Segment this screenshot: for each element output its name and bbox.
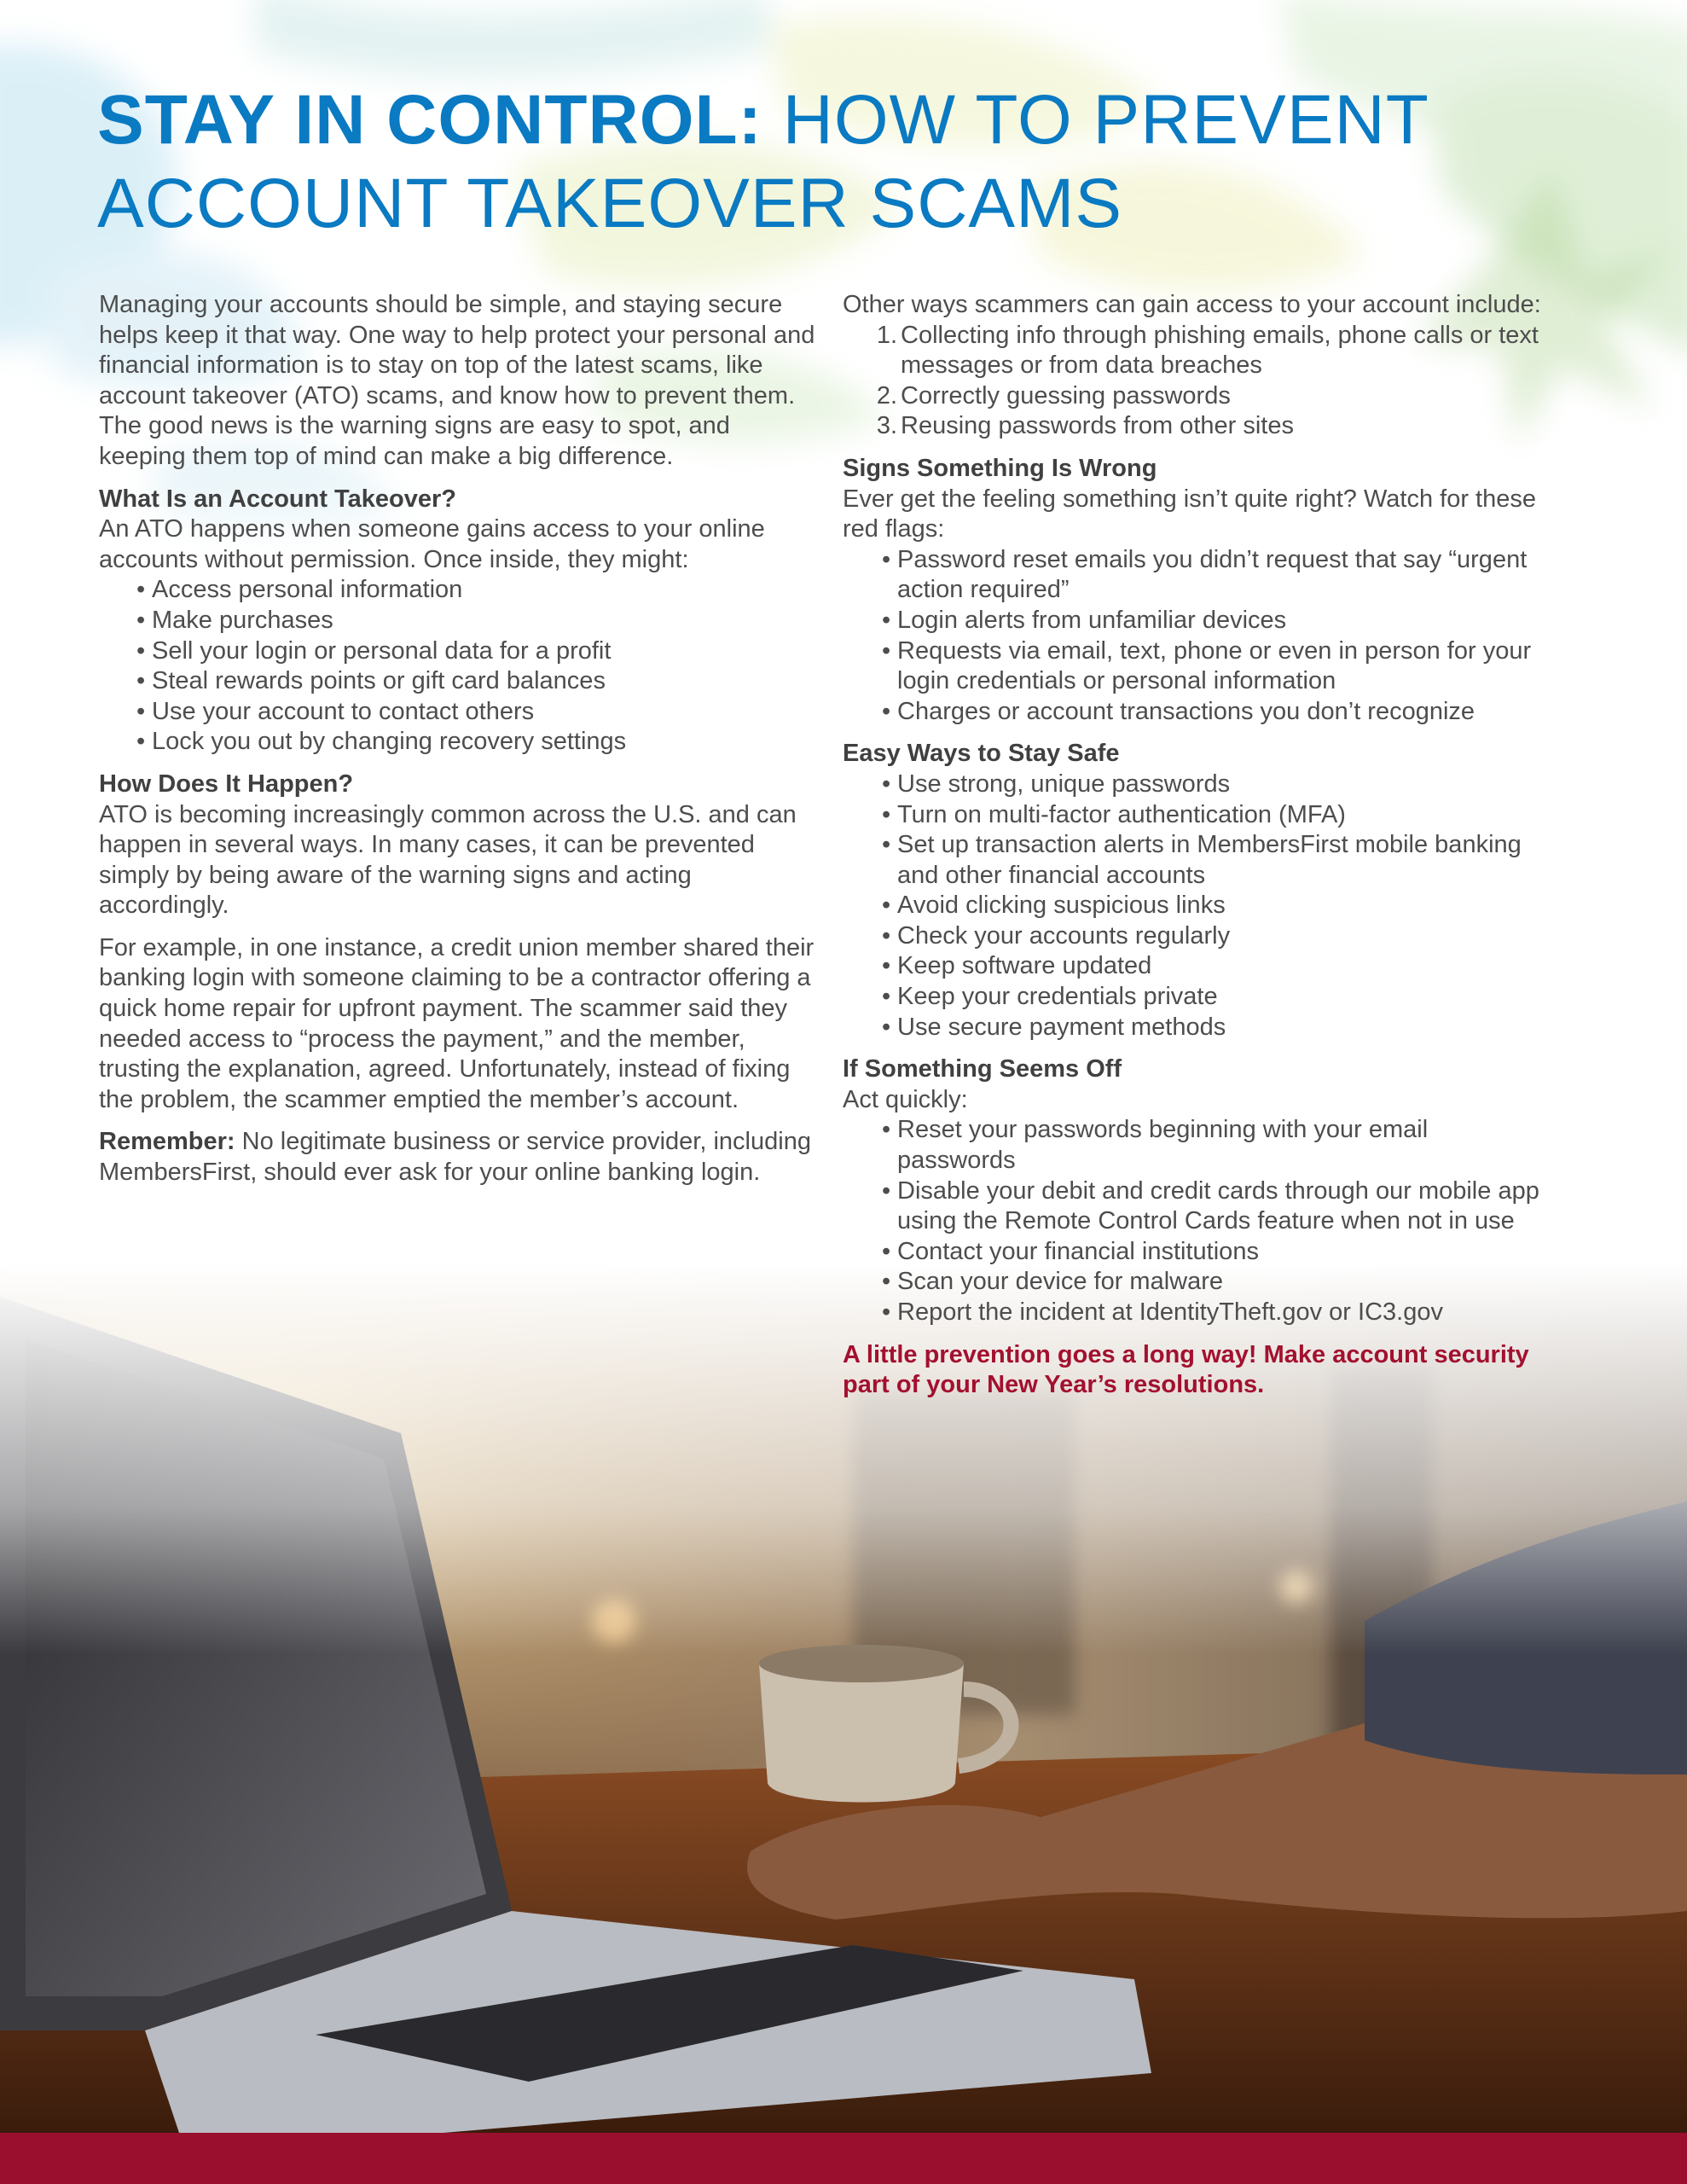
list-item: • Check your accounts regularly (882, 921, 1551, 952)
easy-ways-heading: Easy Ways to Stay Safe (843, 740, 1120, 768)
signs-body: Ever get the feeling something isn’t quite right? Watch for these red flags: (843, 485, 1536, 543)
page-title (97, 78, 1547, 246)
remember-paragraph (99, 1127, 815, 1188)
what-is-heading: What Is an Account Takeover? (99, 485, 456, 513)
what-is-list (136, 575, 815, 758)
item-number: 3. (876, 412, 897, 440)
list-item: • Charges or account transactions you don’t recognize (882, 697, 1551, 728)
list-item: • Sell your login or personal data for a profit (136, 636, 815, 667)
numbered-item (876, 321, 1551, 381)
seems-off-heading: If Something Seems Off (843, 1055, 1122, 1083)
item-text: Correctly guessing passwords (901, 381, 1231, 410)
title-line2: ACCOUNT TAKEOVER SCAMS (97, 165, 1123, 242)
list-item: • Report the incident at IdentityTheft.gov or IC3.gov (882, 1298, 1551, 1328)
list-item: • Password reset emails you didn’t request that say “urgent action required” (882, 545, 1551, 606)
list-item: • Keep your credentials private (882, 982, 1551, 1013)
list-item: • Login alerts from unfamiliar devices (882, 606, 1551, 636)
list-item: • Contact your financial institutions (882, 1237, 1551, 1268)
item-text: Collecting info through phishing emails, phone calls or text messages or from data breaches (901, 321, 1539, 380)
numbered-item (876, 411, 1551, 442)
title-line1-rest: HOW TO PREVENT (762, 81, 1429, 159)
example-paragraph: For example, in one instance, a credit union member shared their banking login with someone claiming to be a contractor offering a quick home repair for upfront payment. The scammer said they needed access to “process the payment,” and the member, trusting the explanation, agreed. Unfortunately, instead of fixing the problem, the scammer emptied the member’s account. (99, 933, 815, 1113)
signs-heading: Signs Something Is Wrong (843, 454, 1157, 482)
list-item: • Requests via email, text, phone or even in person for your login credentials or personal information (882, 636, 1551, 697)
list-item: • Keep software updated (882, 951, 1551, 982)
left-column (99, 290, 815, 1200)
list-item: • Use your account to contact others (136, 697, 815, 728)
list-item: • Set up transaction alerts in MembersFirst mobile banking and other financial accounts (882, 830, 1551, 891)
list-item: • Make purchases (136, 606, 815, 636)
list-item: • Turn on multi-factor authentication (MFA) (882, 800, 1551, 831)
other-ways-list (876, 321, 1551, 442)
list-item: • Disable your debit and credit cards through our mobile app using the Remote Control Cards feature when not in use (882, 1176, 1551, 1237)
other-ways-intro: Other ways scammers can gain access to your account include: (843, 291, 1541, 318)
closing-callout: A little prevention goes a long way! Make account security part of your New Year’s resolutions. (843, 1340, 1529, 1399)
what-is-body: An ATO happens when someone gains access to your online accounts without permission. Once inside, they might: (99, 515, 765, 573)
intro-paragraph: Managing your accounts should be simple, and staying secure helps keep it that way. One way to help protect your personal and financial information is to stay on top of the latest scams, like account takeover (ATO) scams, and know how to prevent them. The good news is the warning signs are easy to spot, and keeping them top of mind can make a big difference. (99, 291, 815, 470)
item-text: Reusing passwords from other sites (901, 412, 1294, 440)
seems-off-list (882, 1115, 1551, 1327)
list-item: • Scan your device for malware (882, 1267, 1551, 1298)
list-item: • Use strong, unique passwords (882, 770, 1551, 800)
list-item: • Access personal information (136, 575, 815, 606)
list-item: • Steal rewards points or gift card balances (136, 666, 815, 697)
item-number: 2. (876, 381, 897, 410)
remember-text: No legitimate business or service provider, including MembersFirst, should ever ask for your online banking login. (99, 1128, 811, 1187)
seems-off-body: Act quickly: (843, 1085, 968, 1113)
item-number: 1. (876, 321, 897, 349)
title-bold-part: STAY IN CONTROL: (97, 81, 762, 159)
how-happen-body: ATO is becoming increasingly common across the U.S. and can happen in several ways. In many cases, it can be prevented simply by being aware of the warning signs and acting accordingly. (99, 800, 797, 920)
how-happen-heading: How Does It Happen? (99, 770, 354, 798)
remember-label: Remember: (99, 1128, 235, 1156)
list-item: • Avoid clicking suspicious links (882, 891, 1551, 921)
footer-color-bar (0, 2133, 1687, 2184)
list-item: • Use secure payment methods (882, 1013, 1551, 1043)
list-item: • Reset your passwords beginning with your email passwords (882, 1115, 1551, 1176)
signs-list (882, 545, 1551, 728)
right-column (843, 290, 1551, 1413)
easy-ways-list (882, 770, 1551, 1043)
list-item: • Lock you out by changing recovery settings (136, 727, 815, 758)
numbered-item (876, 381, 1551, 412)
